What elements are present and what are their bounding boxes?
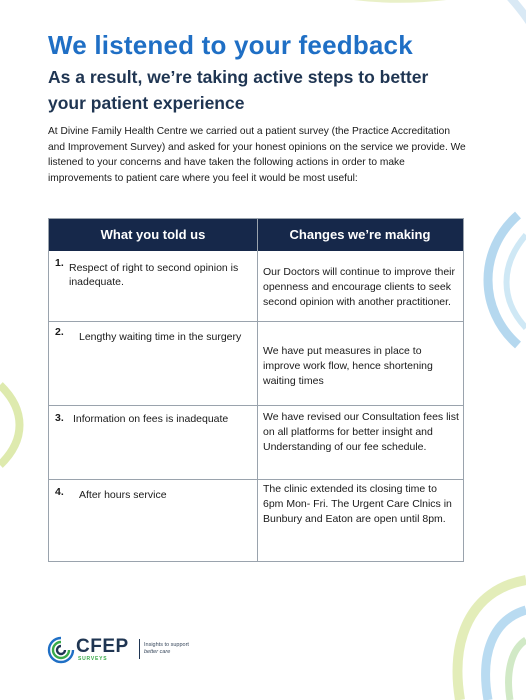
table-row <box>49 406 463 479</box>
table-header <box>49 219 463 251</box>
row-number: 4. <box>55 486 64 498</box>
table-row <box>49 322 463 405</box>
logo-name: CFEP <box>76 636 129 657</box>
table-row <box>49 251 463 321</box>
row-change-text: We have revised our Consultation fees list on all platforms for better insight and Understanding of our fee schedule. <box>263 411 459 453</box>
row-told-text: After hours service <box>79 489 167 501</box>
table-row <box>49 480 463 562</box>
cfep-rings-icon <box>46 635 76 665</box>
intro-paragraph: At Divine Family Health Centre we carried out a patient survey (the Practice Accreditation and Improvement Survey) and asked for your honest opinions on the service we provide. We listened to your concerns and have taken the following actions in order to make improvements to patient care where you feel it would be most useful: <box>48 126 466 184</box>
row-number: 1. <box>55 257 64 269</box>
row-number: 2. <box>55 326 64 338</box>
column-header-changes: Changes we’re making <box>289 227 431 242</box>
row-change-text: Our Doctors will continue to improve their openness and encourage clients to seek second opinion with another practitioner. <box>263 266 455 308</box>
row-told-text: Information on fees is inadequate <box>73 413 229 425</box>
logo-tagline-1: Insights to support <box>144 642 189 648</box>
row-change-text: We have put measures in place to improve work flow, hence shortening waiting times <box>263 345 433 387</box>
logo-subtitle: SURVEYS <box>78 656 108 662</box>
row-change-text: The clinic extended its closing time to 6pm Mon- Fri. The Urgent Care Clnics in Bunbury and Eaton are open until 8pm. <box>263 483 452 525</box>
page-title: We listened to your feedback <box>48 30 413 60</box>
logo-tagline-2: better care <box>144 649 171 655</box>
feedback-table <box>48 218 464 562</box>
page-subtitle: As a result, we’re taking active steps to better your patient experience <box>48 67 429 113</box>
logo-divider <box>139 639 140 659</box>
row-number: 3. <box>55 412 64 424</box>
column-header-told: What you told us <box>100 227 206 242</box>
row-told-text: Respect of right to second opinion is inadequate. <box>69 262 239 288</box>
row-told-text: Lengthy waiting time in the surgery <box>79 331 242 343</box>
cfep-logo <box>46 633 206 667</box>
